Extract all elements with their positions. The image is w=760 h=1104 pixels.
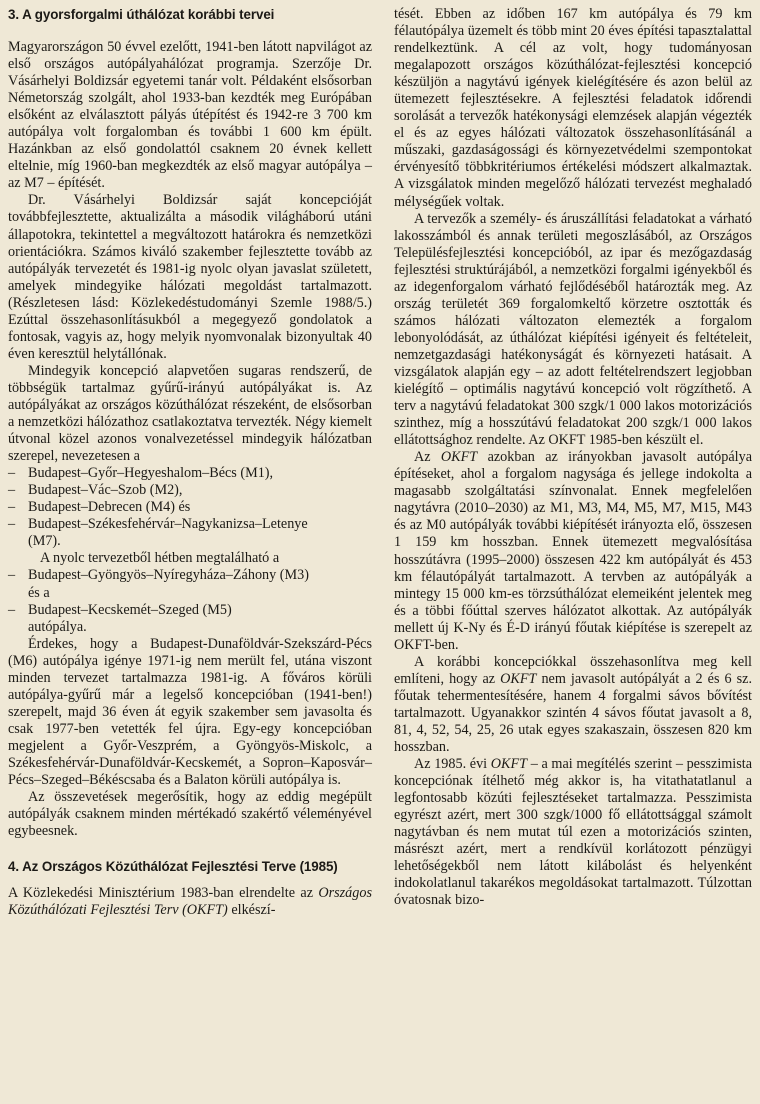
section-3-paragraph-6: Az összevetések megerősítik, hogy az eddig megépült autópályák csaknem minden mértékadó szakértő véleményével egybeesnek. xyxy=(8,789,372,840)
text-run: azokban az irányokban javasolt autópálya építéseket, ahol a forgalom nagysága és jellege indokolta a magasabb szolgáltatási színvonalat. Ennek megfelelően nagytávra (2010–2030) az M1, M3, M4, M5, M7, M15, M43 és az M0 autópályák további kiépítését irányozta elő, összesen 1 159 km hosszban. Ennek ütemezett megvalósítása hosszútávra (1995–2000) összesen 422 km autópályát és 453 km félautópályát tartalmazott. A tervben az autópályák a mintegy 15 000 km-es törzsúthálózat elemeiként jelentek meg és a többi főúttal szerves hálózatot alkottak. Az autópályák mellett új K-Ny és É-D irányú főutak kiépítése is szerepelt az OKFT-ben. xyxy=(394,449,753,653)
list-conjunction: és a xyxy=(28,584,50,601)
section-4-paragraph-1-continued: tését. Ebben az időben 167 km autópálya és 79 km félautópálya üzemelt és több mint 20 éves építési tapasztalattal rendelkeztünk. A cél az volt, hogy tudományosan megalapozott országos közúthálózat-fejlesztési koncepció készüljön a nagytávú igények kielégítésére és azon belül az ütemezett fejlesztésekre. A fejlesztési feladatok időrendi sorolását a tervezők hatékonysági elemzések alapján végezték el és az egyes hálózati változatok összehasonlításánál a műszaki, gazdaságossági és környezetvédelmi szempontokat érvényesítő többkritériumos értékelési módszert alkalmaztak. A vizsgálatok minden megelőző hálózati tervezést meghaladó mélységűek voltak. xyxy=(394,6,752,210)
text-run: A korábbi koncepciókkal összehasonlítva meg kell említeni, hogy az xyxy=(394,653,752,687)
text-run: Az xyxy=(414,449,431,466)
okft-abbrev: OKFT xyxy=(500,670,537,687)
motorway-list-1 xyxy=(8,465,372,533)
section-4-paragraph-4 xyxy=(394,654,752,756)
section-3-paragraph-2: Dr. Vásárhelyi Boldizsár saját koncepcióját továbbfejlesztette, aktualizálta a második világháború utáni állapotokra, tekintettel a megváltozott határokra és nemzetközi orientációkra. Számos kiváló szakember fejlesztette tovább az autópályák tervezetét és 1981-ig nyolc olyan javaslat született, amelyek mindegyike hálózati megoldást tartalmazott. (Részletesen lásd: Közlekedéstudományi Szemle 1988/5.) Ezúttal összehasonlításukból a megegyező gondolatok a fontosak, vagyis az, hogy melyik nyomvonalak bizonyultak 40 éven keresztül helytállónak. xyxy=(8,192,372,362)
section-3-paragraph-4: A nyolc tervezetből hétben megtalálható a xyxy=(40,550,280,567)
section-4-paragraph-3 xyxy=(394,449,752,654)
text-run: nem javasolt autópályát a 2 és 6 sz. főutak tehermentesítésére, hanem 4 forgalmi sávos bővítést tartalmazott. Ugyanakkor szintén 4 sávos főutat javasolt a 8, 81, 4, 52, 54, 25, 26 utak egyes szakaszain, összesen 820 km hosszban. xyxy=(394,670,753,756)
list-item: – Budapest–Székesfehérvár–Nagykanizsa–Letenye xyxy=(8,516,372,533)
list-item: – Budapest–Kecskemét–Szeged (M5) xyxy=(8,602,372,619)
section-4-paragraph-2: A tervezők a személy- és áruszállítási feladatokat a várható lakosszámból és annak területi megoszlásából, az Országos Településfejlesztési koncepcióból, az ipar és mezőgazdaság fejlesztési struktúrájából, a nemzetközi forgalmi igényekből és az idegenforgalom várható fejlődéséből határozták meg. Az ország területét 369 forgalomkeltő körzetre osztották és számos hálózati változaton elemezték a forgalom lebonyolódását, az úthálózat kiépítési igényeit és feltételeit, nemzetgazdasági hatékonyságát és környezeti hatásait. A vizsgálatok alapján egy – az adott feltételrendszert legjobban kielégítő – optimális nagytávú koncepció volt rögzíthető. A terv a nagytávú feladatokat 300 szgk/1 000 lakos motorizációs szinthez, míg a hosszútávú feladatokat 200 szgk/1 000 lakos ellátottsághoz rendelte. Az OKFT 1985-ben készült el. xyxy=(394,210,752,449)
section-3-paragraph-1: Magyarországon 50 évvel ezelőtt, 1941-ben látott napvilágot az első országos autópályahálózat programja. Szerzője Dr. Vásárhelyi Boldizsár egyetemi tanár volt. Példaként elsősorban Németország szolgált, ahol 1933-ban kezdték meg Európában elsőként az elválasztott pályás útépítést és 1942-re 3 700 km autópálya volt forgalomban és további 1 600 km épült. Hazánkban az első gondolattól csaknem 20 évnek kellett eltelnie, míg 1960-ban megkezdték az első magyar autópálya – az M7 – építését. xyxy=(8,39,372,192)
text-run: Az 1985. évi xyxy=(414,756,488,773)
left-column xyxy=(8,6,372,919)
section-4-heading: 4. Az Országos Közúthálózat Fejlesztési Terve (1985) xyxy=(8,859,338,875)
list-item: – Budapest–Győr–Hegyeshalom–Bécs (M1), xyxy=(8,465,372,482)
list-item: – Budapest–Gyöngyös–Nyíregyháza–Záhony (M3) xyxy=(8,567,372,584)
section-3-paragraph-5: Érdekes, hogy a Budapest-Dunaföldvár-Szekszárd-Pécs (M6) autópálya igénye 1971-ig nem merült fel, utána viszont minden tervezet tartalmazza 1981-ig. A főváros körüli autópálya-gyűrű már a legelső koncepcióban (1941-ben!) szerepelt, majd 36 éven át egyik szakember sem javasolta és csak 1977-ben vetették fel újra. Egy-egy koncepcióban megjelent a Győr-Veszprém, a Gyöngyös-Miskolc, a Székesfehérvár-Dunaföldvár-Kecskemét, a Sopron–Kaposvár–Pécs–Szeged–Békéscsaba és a Balaton körüli autópálya is. xyxy=(8,635,372,789)
section-4-paragraph-1 xyxy=(8,885,372,919)
text-run: elkészí- xyxy=(231,902,276,919)
text-run: – a mai megítélés szerint – pesszimista koncepciónak ítélhető még akkor is, ha vitathatatlanul a legfontosabb közúti fejlesztéseket tartalmazza. Pesszimista egyrészt azért, mert 300 szgk/1000 fő ellátottsággal számolt nagytávban és nem mutat túl ezen a motorizációs szinten, másrészt azért, mert a rendkívül korlátozott pénzügyi lehetőségekből nem látott kilábolást és helyenként indokolatlanul takarékos megoldásokat tartalmazott. Túlzottan óvatosnak bizo- xyxy=(394,756,752,909)
right-column xyxy=(394,6,752,909)
motorway-list-3 xyxy=(8,602,372,619)
okft-abbrev: OKFT xyxy=(490,756,528,773)
section-4-paragraph-5 xyxy=(394,756,752,909)
list-continuation: autópálya. xyxy=(28,618,87,635)
motorway-list-2 xyxy=(8,567,372,584)
list-continuation: (M7). xyxy=(28,533,61,550)
list-item: – Budapest–Debrecen (M4) és xyxy=(8,499,372,516)
okft-title: Országos Közúthálózati Fejlesztési Terv (OKFT) xyxy=(8,885,372,919)
section-3-paragraph-3: Mindegyik koncepció alapvetően sugaras rendszerű, de többségük tartalmaz gyűrű-irányú autópályákat is. Az autópályákat az országos közúthálózat részeként, de elsősorban a nemzetközi hálózathoz csatlakoztatva tervezték. Négy kiemelt útvonal közel azonos vonalvezetéssel mindegyik hálózatban szerepel, nevezetesen a xyxy=(8,362,372,465)
text-run: A Közlekedési Minisztérium 1983-ban elrendelte az xyxy=(8,885,313,902)
okft-abbrev: OKFT xyxy=(440,449,478,466)
list-item: – Budapest–Vác–Szob (M2), xyxy=(8,482,372,499)
section-3-heading: 3. A gyorsforgalmi úthálózat korábbi tervei xyxy=(8,7,275,22)
